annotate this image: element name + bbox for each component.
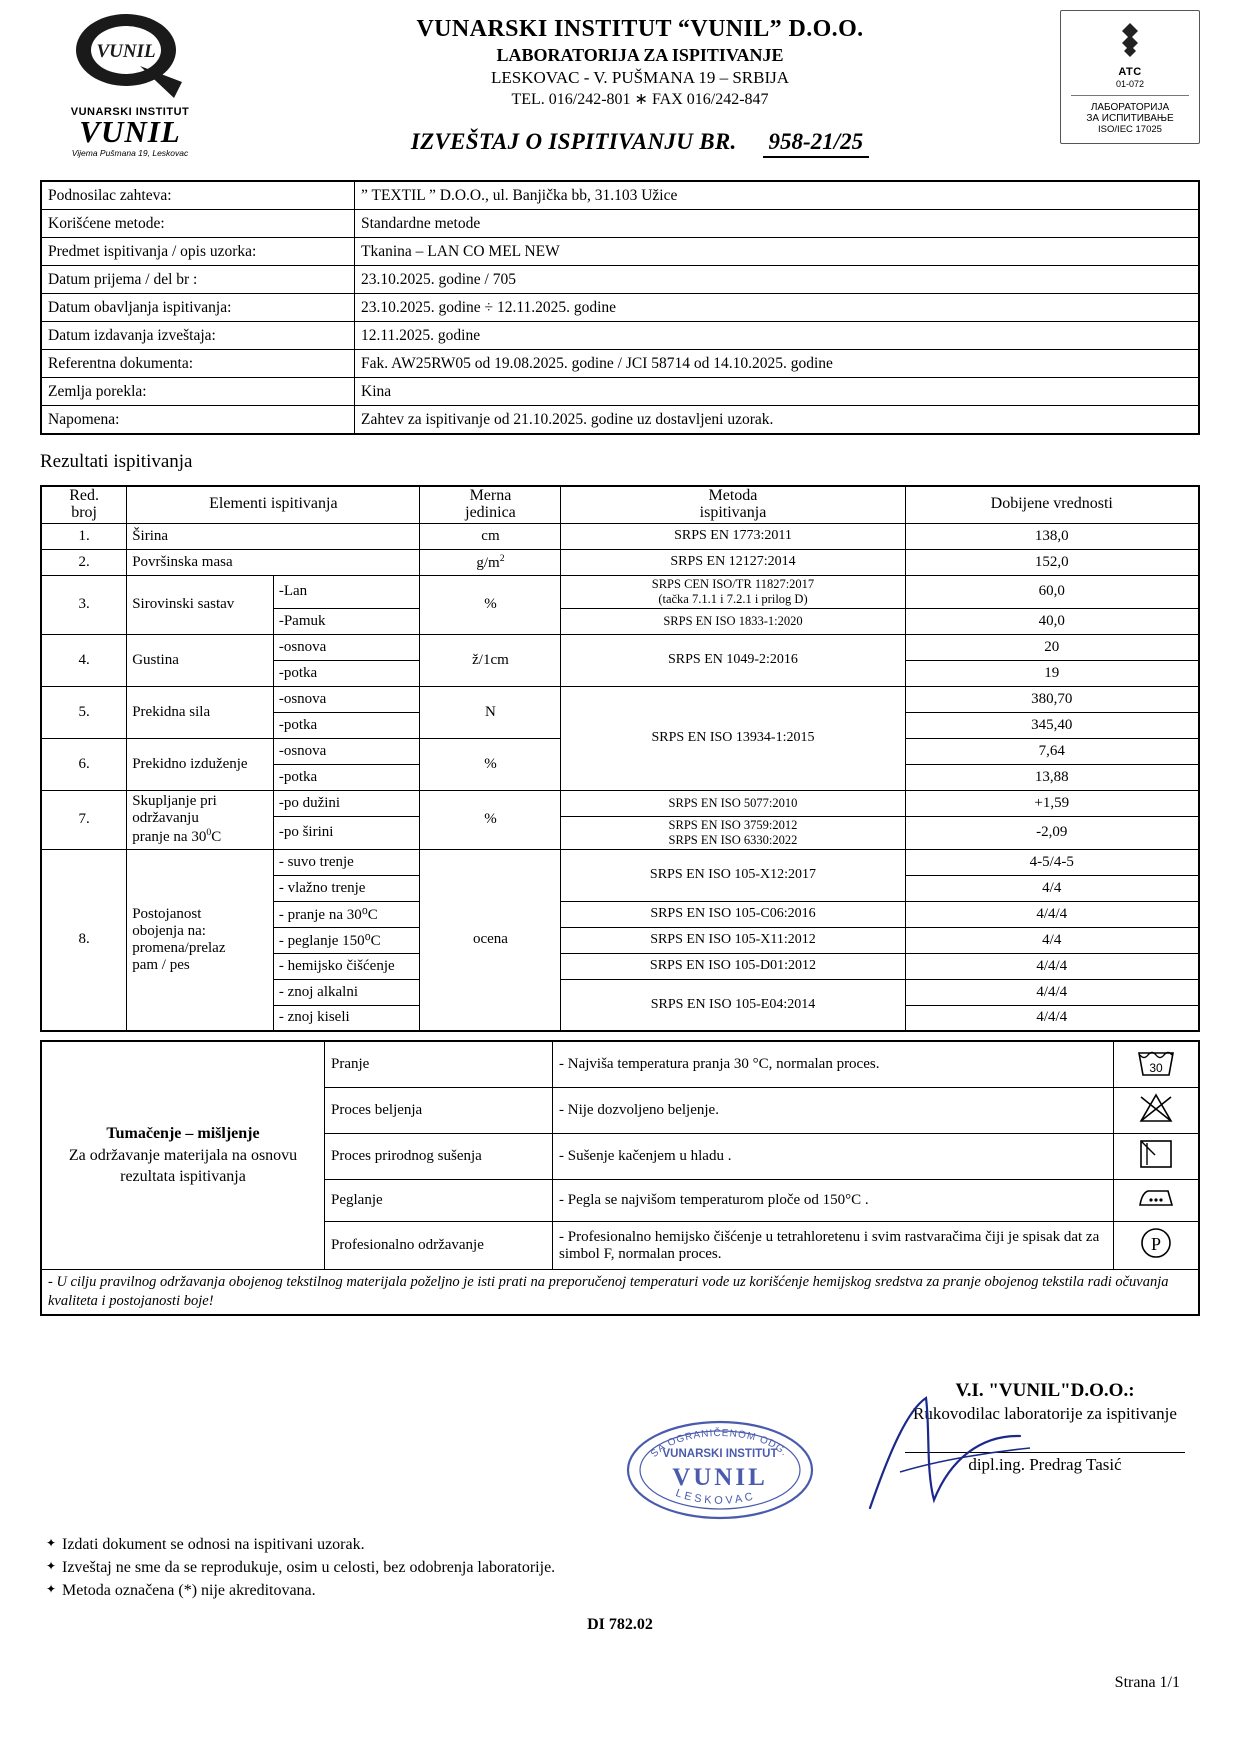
col-header-unit: Merna jedinica [420,486,561,523]
footer-notes [0,1536,1240,1600]
table-row [41,181,1199,210]
row-element: Prekidno izduženje [127,738,274,790]
dryclean-p-icon [1114,1222,1200,1270]
row-method: SRPS EN ISO 13934-1:2015 [561,686,905,790]
row-method [561,575,905,608]
info-value: 12.11.2025. godine [355,322,1200,350]
table-row [41,523,1199,549]
row-subelement: -Lan [273,575,420,608]
lab-title: LABORATORIJA ZA ISPITIVANJE [496,45,784,65]
row-value: +1,59 [905,790,1199,816]
row-subelement: - suvo trenje [273,849,420,875]
col-header-value: Dobijene vrednosti [905,486,1199,523]
table-row [41,790,1199,816]
row-value: 4/4/4 [905,901,1199,927]
row-value: 60,0 [905,575,1199,608]
info-key: Datum izdavanja izveštaja: [41,322,355,350]
care-desc: - Najviša temperatura pranja 30 °C, normalan proces. [553,1041,1114,1088]
handwritten-signature [830,1390,1090,1520]
row-value: 345,40 [905,712,1199,738]
document-header [0,0,1240,158]
row-method: SRPS EN 1049-2:2016 [561,634,905,686]
row-element: Prekidna sila [127,686,274,738]
table-row [41,378,1199,406]
request-info-section [0,180,1240,435]
row-subelement: -osnova [273,634,420,660]
row-subelement: -osnova [273,738,420,764]
row-value: 4/4 [905,927,1199,953]
table-header-row [41,486,1199,523]
info-value: Zahtev za ispitivanje od 21.10.2025. godine uz dostavljeni uzorak. [355,406,1200,435]
report-number: 958-21/25 [763,129,870,158]
row-unit: % [420,790,561,849]
atc-line3: ISO/IEC 17025 [1098,124,1162,135]
info-value: ” TEXTIL ” D.O.O., ul. Banjička bb, 31.103 Užice [355,181,1200,210]
row-subelement: - znoj alkalni [273,979,420,1005]
logo-wordmark: VUNIL [79,114,181,149]
info-key: Datum obavljanja ispitivanja: [41,294,355,322]
row-subelement: - pranje na 30⁰C [273,901,420,927]
atc-line1: ЛАБОРАТОРИЈА [1090,102,1170,113]
accreditation-badge [1060,10,1200,144]
row-method: SRPS EN ISO 105-E04:2014 [561,979,905,1031]
info-value: 23.10.2025. godine / 705 [355,266,1200,294]
row-unit: % [420,575,561,634]
row-no: 2. [41,549,127,575]
row-value: 40,0 [905,608,1199,634]
signature-section [0,1380,1240,1530]
method-text: SRPS CEN ISO/TR 11827:2017 [651,576,815,591]
row-value: 7,64 [905,738,1199,764]
bullet-icon: ✦ [45,1558,57,1573]
logo-address-line: Vijema Pušmana 19, Leskovac [71,148,189,158]
row-no: 4. [41,634,127,686]
row-element: Gustina [127,634,274,686]
table-row [41,266,1199,294]
vunil-logo [40,10,220,158]
row-unit: ž/1cm [420,634,561,686]
care-label: Profesionalno održavanje [325,1222,553,1270]
row-method: SRPS EN 12127:2014 [561,549,905,575]
care-label: Peglanje [325,1180,553,1222]
row-element: Skupljanje pri održavanju pranje na $30^0C$ [127,790,274,849]
signature-person: dipl.ing. Predrag Tasić [968,1454,1122,1474]
row-element: Sirovinski sastav [127,575,274,634]
info-value: 23.10.2025. godine ÷ 12.11.2025. godine [355,294,1200,322]
table-row [41,294,1199,322]
table-row [41,210,1199,238]
table-row [41,849,1199,875]
row-value: 138,0 [905,523,1199,549]
care-title: Tumačenje – mišljenje [106,1125,260,1143]
table-row [41,686,1199,712]
results-section-title: Rezultati ispitivanja [40,451,193,472]
note-item [40,1582,1200,1600]
table-row [41,238,1199,266]
info-value: Kina [355,378,1200,406]
line-dry-shade-icon [1114,1134,1200,1180]
row-subelement: - znoj kiseli [273,1005,420,1031]
row-subelement: -potka [273,712,420,738]
row-element: Širina [127,523,420,549]
info-key: Napomena: [41,406,355,435]
info-value: Fak. AW25RW05 od 19.08.2025. godine / JCI 58714 od 14.10.2025. godine [355,350,1200,378]
report-heading [220,129,1060,158]
info-key: Datum prijema / del br : [41,266,355,294]
row-method: SRPS EN ISO 105-X11:2012 [561,927,905,953]
note-item [40,1559,1200,1577]
atc-line2: ЗА ИСПИТИВАЊЕ [1086,113,1174,124]
row-no: 8. [41,849,127,1031]
info-value: Tkanina – LAN CO MEL NEW [355,238,1200,266]
row-value: 4/4/4 [905,1005,1199,1031]
row-unit: N [420,686,561,738]
no-bleach-icon [1114,1088,1200,1134]
document-code: DI 782.02 [587,1615,653,1633]
bullet-icon: ✦ [45,1581,57,1596]
table-row [41,1270,1199,1315]
care-general-note: - U cilju pravilnog održavanja obojenog tekstilnog materijala poželjno je isti prati na preporučenoj temperaturi vode uz korišćenje hemijskog sredstva za pranje obojenog tekstila radi očuvanja kvaliteta i postojanosti boje! [41,1270,1199,1315]
row-no: 1. [41,523,127,549]
row-subelement: -po širini [273,816,420,849]
col-header-no: Red. broj [41,486,127,523]
row-value: 4/4/4 [905,979,1199,1005]
request-info-table [40,180,1200,435]
results-table [40,485,1200,1032]
iron-icon [1114,1180,1200,1222]
table-row [41,575,1199,608]
note-text: Izdati dokument se odnosi na ispitivani uzorak. [62,1535,365,1553]
row-method: SRPS EN ISO 105-C06:2016 [561,901,905,927]
row-value: 380,70 [905,686,1199,712]
header-titles [220,10,1060,158]
care-section [0,1040,1240,1316]
care-desc: - Sušenje kačenjem u hladu . [553,1134,1114,1180]
table-row [41,350,1199,378]
page-number: Strana 1/1 [1114,1673,1180,1691]
row-unit: ocena [420,849,561,1031]
row-unit: $g/m^2$ [420,549,561,575]
row-subelement: - vlažno trenje [273,875,420,901]
table-row [41,549,1199,575]
results-section [0,485,1240,1032]
svg-text:SA OGRANIČENOM ODG.: SA OGRANIČENOM ODG. [648,1427,791,1460]
svg-text:P: P [1150,1234,1162,1255]
address-title: LESKOVAC - V. PUŠMANA 19 – SRBIJA [490,68,790,87]
row-subelement: -po dužini [273,790,420,816]
table-row [41,1041,1199,1088]
care-desc: - Nije dozvoljeno beljenje. [553,1088,1114,1134]
row-subelement: -Pamuk [273,608,420,634]
svg-text:VUNIL: VUNIL [672,1463,768,1491]
logo-institute-line: VUNARSKI INSTITUT [70,106,190,118]
info-key: Predmet ispitivanja / opis uzorka: [41,238,355,266]
atc-name: ATC [1118,66,1142,78]
row-value: 4-5/4-5 [905,849,1199,875]
care-label: Proces beljenja [325,1088,553,1134]
row-value: 20 [905,634,1199,660]
table-row [41,322,1199,350]
info-key: Podnosilac zahteva: [41,181,355,210]
signature-role: Rukovodilac laboratorije za ispitivanje [913,1403,1177,1423]
care-label: Pranje [325,1041,553,1088]
row-value: 13,88 [905,764,1199,790]
table-row [41,634,1199,660]
table-row [41,406,1199,435]
signature-company: V.I. "VUNIL"D.O.O.: [955,1379,1135,1401]
row-no: 6. [41,738,127,790]
company-stamp [620,1415,830,1525]
row-subelement: - hemijsko čišćenje [273,953,420,979]
row-element: Površinska masa [127,549,420,575]
contact-title: TEL. 016/242-801 ∗ FAX 016/242-847 [511,91,769,108]
row-value: 19 [905,660,1199,686]
row-method: SRPS EN 1773:2011 [561,523,905,549]
wash-30-icon [1114,1041,1200,1088]
row-subelement: -potka [273,764,420,790]
row-subelement: - peglanje 150⁰C [273,927,420,953]
bullet-icon: ✦ [45,1535,57,1550]
note-text: Metoda označena (*) nije akreditovana. [62,1581,316,1599]
atc-divider [1071,95,1189,96]
row-no: 7. [41,790,127,849]
row-unit: cm [420,523,561,549]
care-table [40,1040,1200,1316]
q-logo-icon [70,10,190,105]
care-desc: - Pegla se najvišom temperaturom ploče od 150°C . [553,1180,1114,1222]
col-header-elements: Elementi ispitivanja [127,486,420,523]
care-subtitle: Za održavanje materijala na osnovu rezultata ispitivanja [68,1146,298,1186]
row-method: SRPS EN ISO 105-D01:2012 [561,953,905,979]
info-value: Standardne metode [355,210,1200,238]
row-method: SRPS EN ISO 3759:2012 SRPS EN ISO 6330:2022 [561,816,905,849]
atc-code: 01-072 [1115,79,1145,89]
company-title: VUNARSKI INSTITUT “VUNIL” D.O.O. [416,16,864,42]
atc-logo-icon [1063,19,1197,64]
care-interpretation [41,1041,325,1270]
col-header-method: Metoda ispitivanja [561,486,905,523]
info-key: Referentna dokumenta: [41,350,355,378]
row-value: 4/4/4 [905,953,1199,979]
method-note: (tačka 7.1.1 i 7.2.1 i prilog D) [658,591,808,606]
row-method: SRPS EN ISO 1833-1:2020 [561,608,905,634]
care-label: Proces prirodnog sušenja [325,1134,553,1180]
row-method: SRPS EN ISO 105-X12:2017 [561,849,905,901]
row-value: 152,0 [905,549,1199,575]
svg-text:LESKOVAC: LESKOVAC [673,1486,757,1507]
info-key: Zemlja porekla: [41,378,355,406]
row-element: Postojanost obojenja na: promena/prelaz pam / pes [127,849,274,1031]
svg-text:VUNIL: VUNIL [96,41,156,62]
note-text: Izveštaj ne sme da se reprodukuje, osim u celosti, bez odobrenja laboratorije. [62,1558,556,1576]
report-label: IZVEŠTAJ O ISPITIVANJU BR. [410,129,737,154]
row-no: 5. [41,686,127,738]
row-subelement: -osnova [273,686,420,712]
note-item [40,1536,1200,1554]
svg-text:VUNARSKI INSTITUT: VUNARSKI INSTITUT [662,1447,778,1460]
row-method: SRPS EN ISO 5077:2010 [561,790,905,816]
row-subelement: -potka [273,660,420,686]
care-desc: - Profesionalno hemijsko čišćenje u tetrahloretenu i svim rastvaračima čiji je spisak dat za simbol F, normalan proces. [553,1222,1114,1270]
row-no: 3. [41,575,127,634]
svg-text:30: 30 [1149,1061,1163,1076]
row-value: 4/4 [905,875,1199,901]
row-unit: % [420,738,561,790]
info-key: Korišćene metode: [41,210,355,238]
row-value: -2,09 [905,816,1199,849]
